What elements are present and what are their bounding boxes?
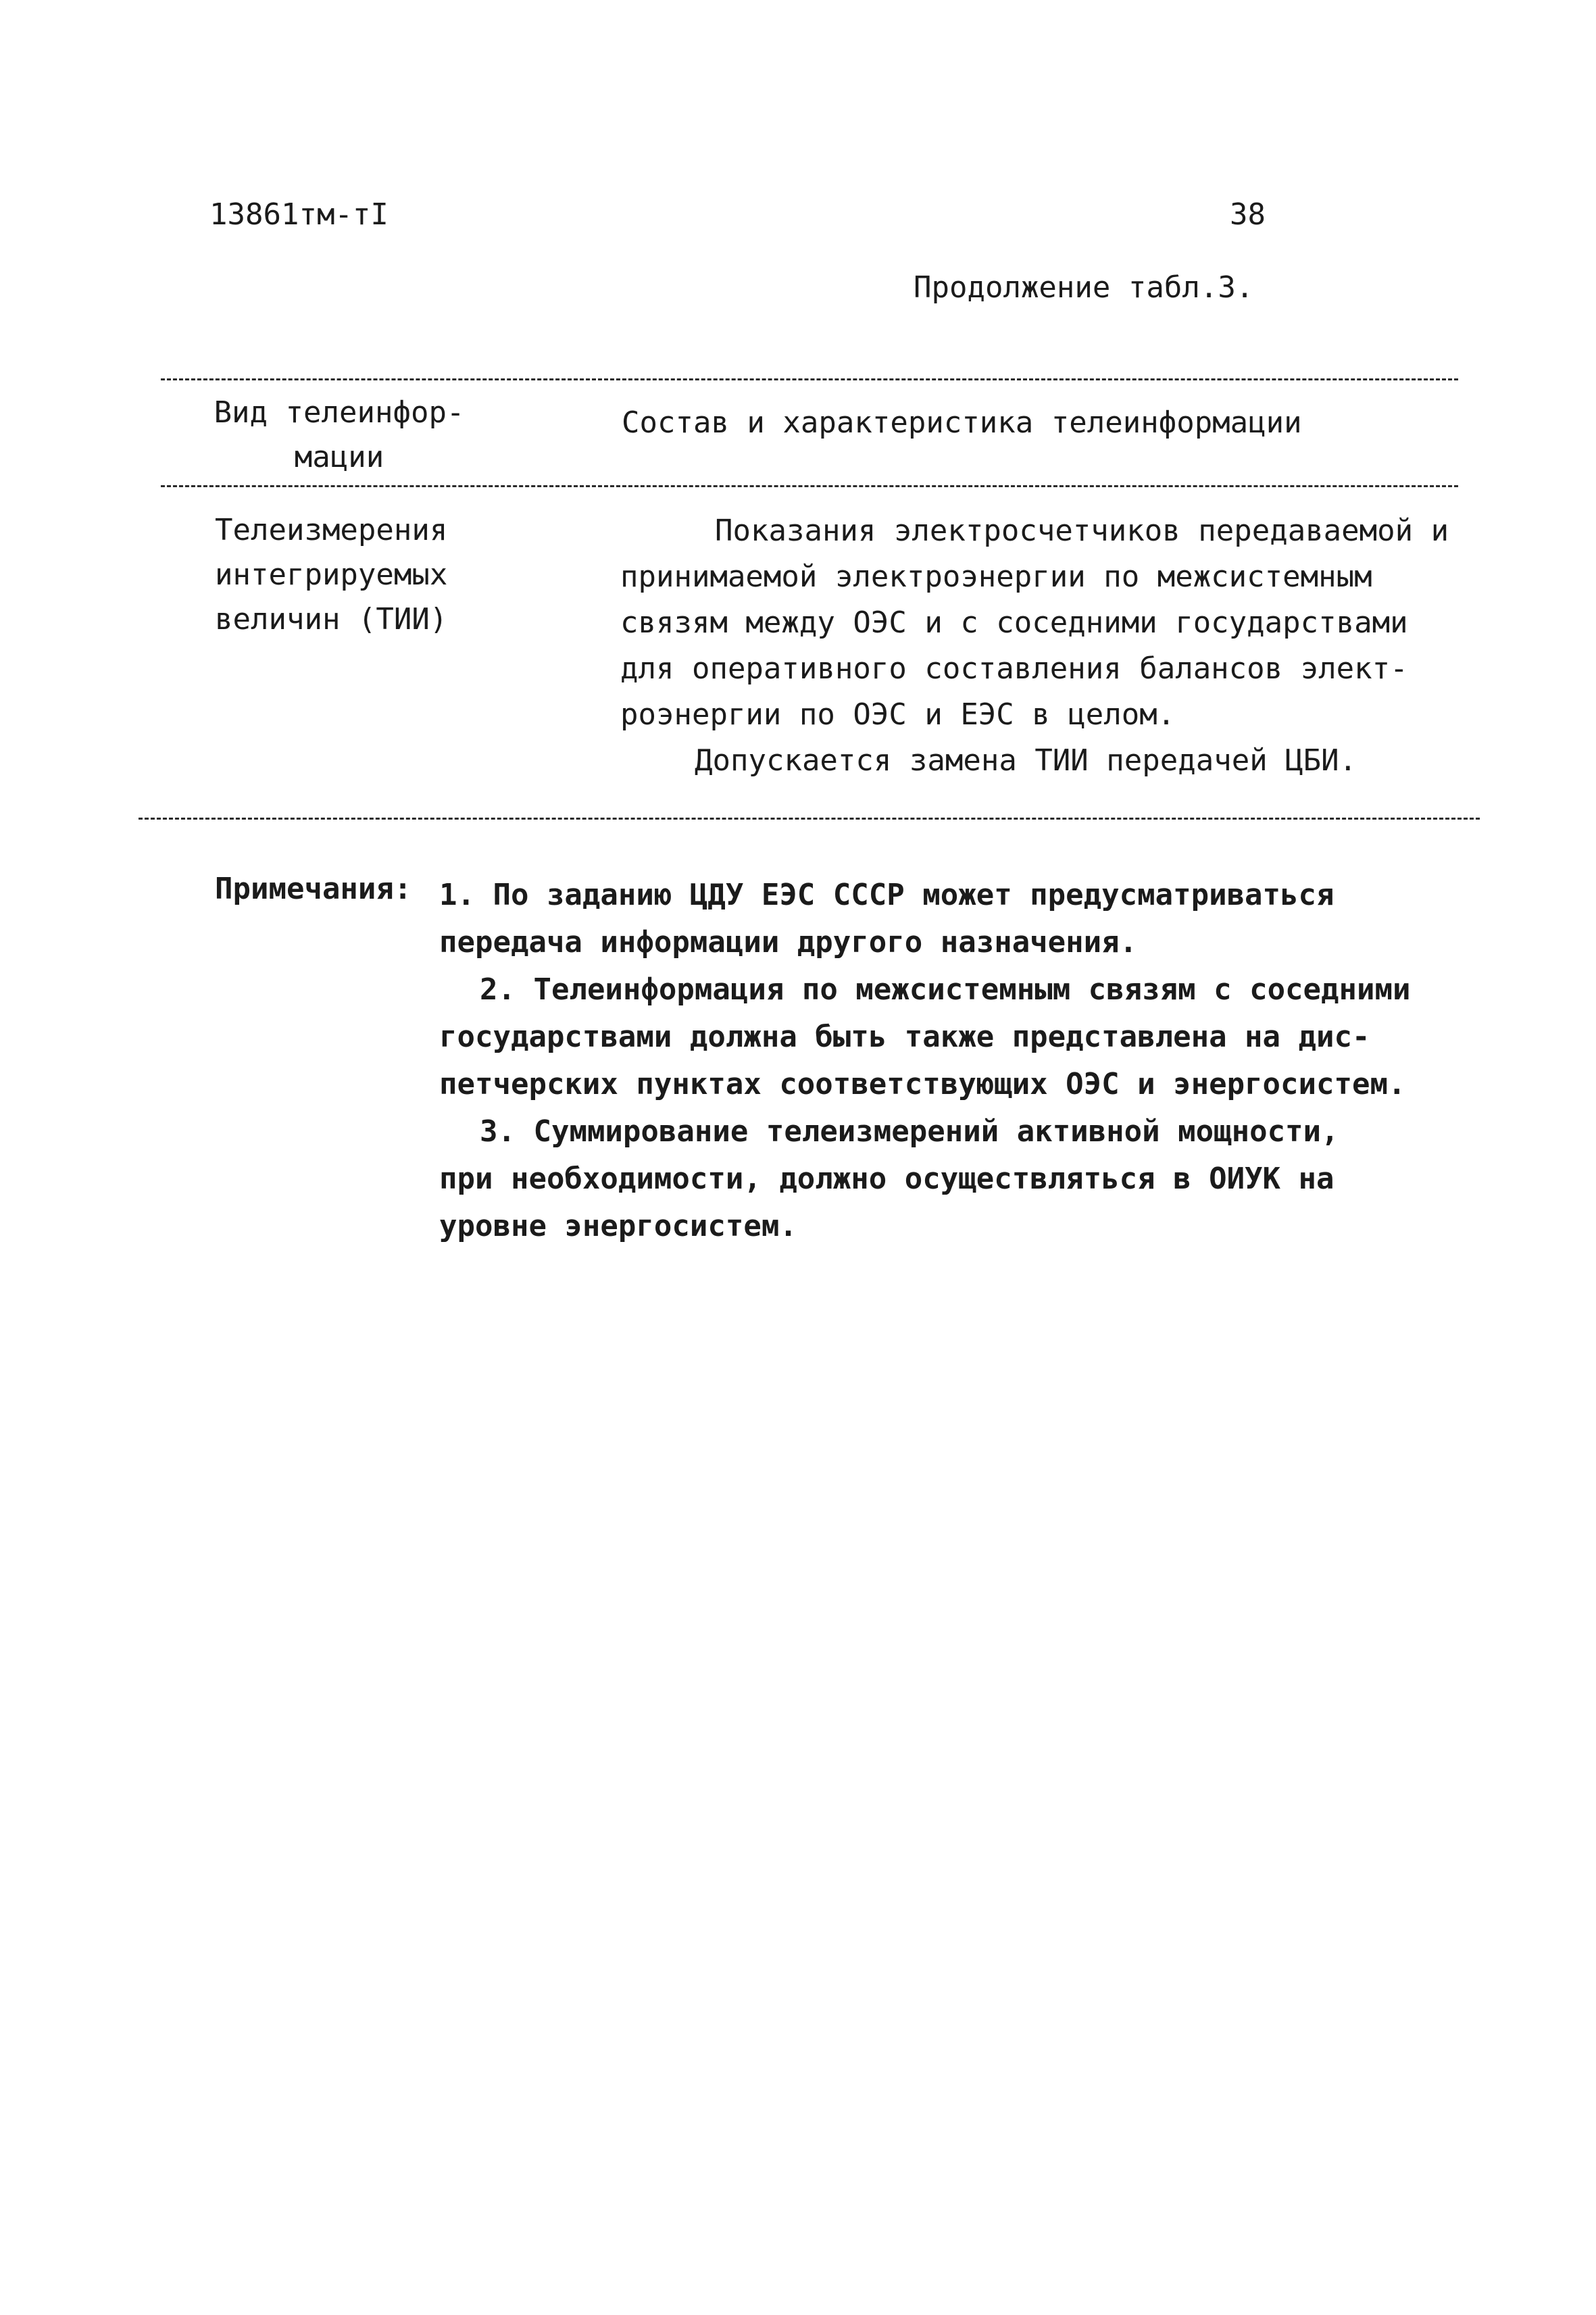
description-line: Допускается замена ТИИ передачей ЦБИ. [695, 743, 1357, 778]
table-cell-description [620, 508, 1449, 784]
info-type-line: величин (ТИИ) [215, 602, 448, 637]
column-header-info-type [197, 391, 481, 480]
note-line: передача информации другого назначения. [439, 925, 1138, 960]
notes-list [439, 872, 1411, 1250]
table-header-rule [161, 485, 1458, 487]
note-line: при необходимости, должно осуществляться в ОИУК на [439, 1162, 1335, 1196]
description-line: для оперативного составления балансов элект- [620, 651, 1408, 686]
note-line: 1. По заданию ЦДУ ЕЭС СССР может предусматриваться [439, 878, 1335, 912]
note-line: 2. Телеинформация по межсистемным связям с соседними [480, 972, 1411, 1007]
note-line: уровне энергосистем. [439, 1209, 797, 1243]
page-number: 38 [1230, 197, 1266, 232]
column-header-info-type-line2: мации [294, 440, 384, 474]
description-line: принимаемой электроэнергии по межсистемным [620, 559, 1372, 594]
note-line: 3. Суммирование телеизмерений активной мощности, [480, 1114, 1339, 1149]
document-code: 13861тм-тI [209, 197, 389, 232]
note-line: государствами должна быть также представлена на дис- [439, 1020, 1370, 1054]
column-header-composition: Состав и характеристика телеинформации [622, 405, 1302, 440]
description-line: связям между ОЭС и с соседними государствами [620, 605, 1408, 640]
table-cell-info-type [215, 508, 447, 642]
column-header-info-type-line1: Вид телеинфор- [214, 395, 465, 430]
info-type-line: интегрируемых [215, 557, 448, 592]
notes-label: Примечания: [215, 872, 412, 906]
table-bottom-rule [139, 818, 1480, 820]
table-continuation-caption: Продолжение табл.3. [914, 270, 1254, 305]
description-line: роэнергии по ОЭС и ЕЭС в целом. [620, 697, 1176, 732]
table-top-rule [161, 378, 1458, 380]
description-line: Показания электросчетчиков передаваемой и [715, 514, 1449, 548]
info-type-line: Телеизмерения [215, 513, 448, 547]
note-line: петчерских пунктах соответствующих ОЭС и энергосистем. [439, 1067, 1406, 1101]
